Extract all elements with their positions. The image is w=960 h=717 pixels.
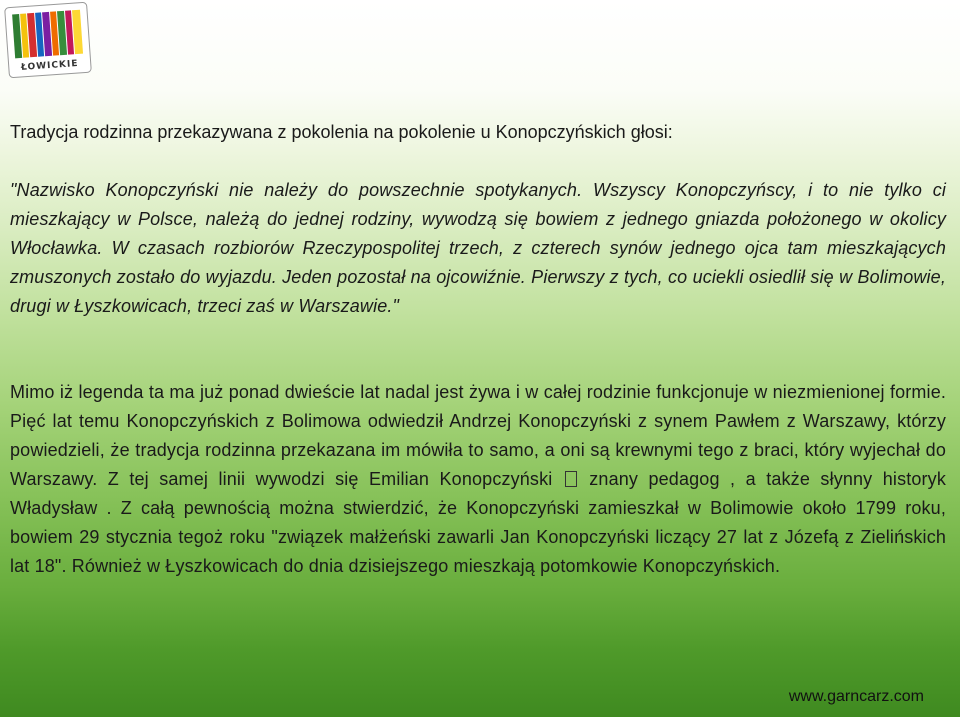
paragraph-part-2: znany pedagog , a także słynny historyk Władysław . Z całą pewnością można stwierdzić, że Konopczyński zamieszkał w Bolimowie około 1799 roku, bowiem 29 stycznia tegoż roku "związek małżeński zawarli Jan Konopczyński liczący 27 lat z Józefą z Zielińskich lat 18". Również w Łyszkowicach do dnia dzisiejszego mieszkają potomkowie Konopczyńskich. [10,469,946,576]
heading-text: Tradycja rodzinna przekazywana z pokolenia na pokolenie u Konopczyńskich głosi: [10,122,673,142]
body-paragraph [10,378,946,581]
legend-quote [10,176,946,321]
missing-glyph-icon [565,471,577,487]
svg-text:ŁOWICKIE: ŁOWICKIE [20,58,79,73]
quote-text: "Nazwisko Konopczyński nie należy do powszechnie spotykanych. Wszyscy Konopczyńscy, i to nie tylko ci mieszkający w Polsce, należą do jednej rodziny, wywodzą się bowiem z jednego gniazda położonego w okolicy Włocławka. W czasach rozbiorów Rzeczypospolitej trzech, z czterech synów jednego ojca tam mieszkających zmuszonych zostało do wyjazdu. Jeden pozostał na ojcowiźnie. Pierwszy z tych, co uciekli osiedlił się w Bolimowie, drugi w Łyszkowicach, trzeci zaś w Warszawie." [10,180,946,316]
paragraph-part-1: Mimo iż legenda ta ma już ponad dwieście lat nadal jest żywa i w całej rodzinie funkcjonuje w niezmienionej formie. Pięć lat temu Konopczyńskich z Bolimowa odwiedził Andrzej Konopczyński z synem Pawłem z Warszawy, którzy powiedzieli, że tradycja rodzinna przekazana im mówiła to samo, a oni są krewnymi tego z braci, który wyjechał do Warszawy. Z tej samej linii wywodzi się Emilian Konopczyński [10,382,946,489]
footer-url[interactable]: www.garncarz.com [788,688,924,705]
lowickie-logo [4,1,93,79]
